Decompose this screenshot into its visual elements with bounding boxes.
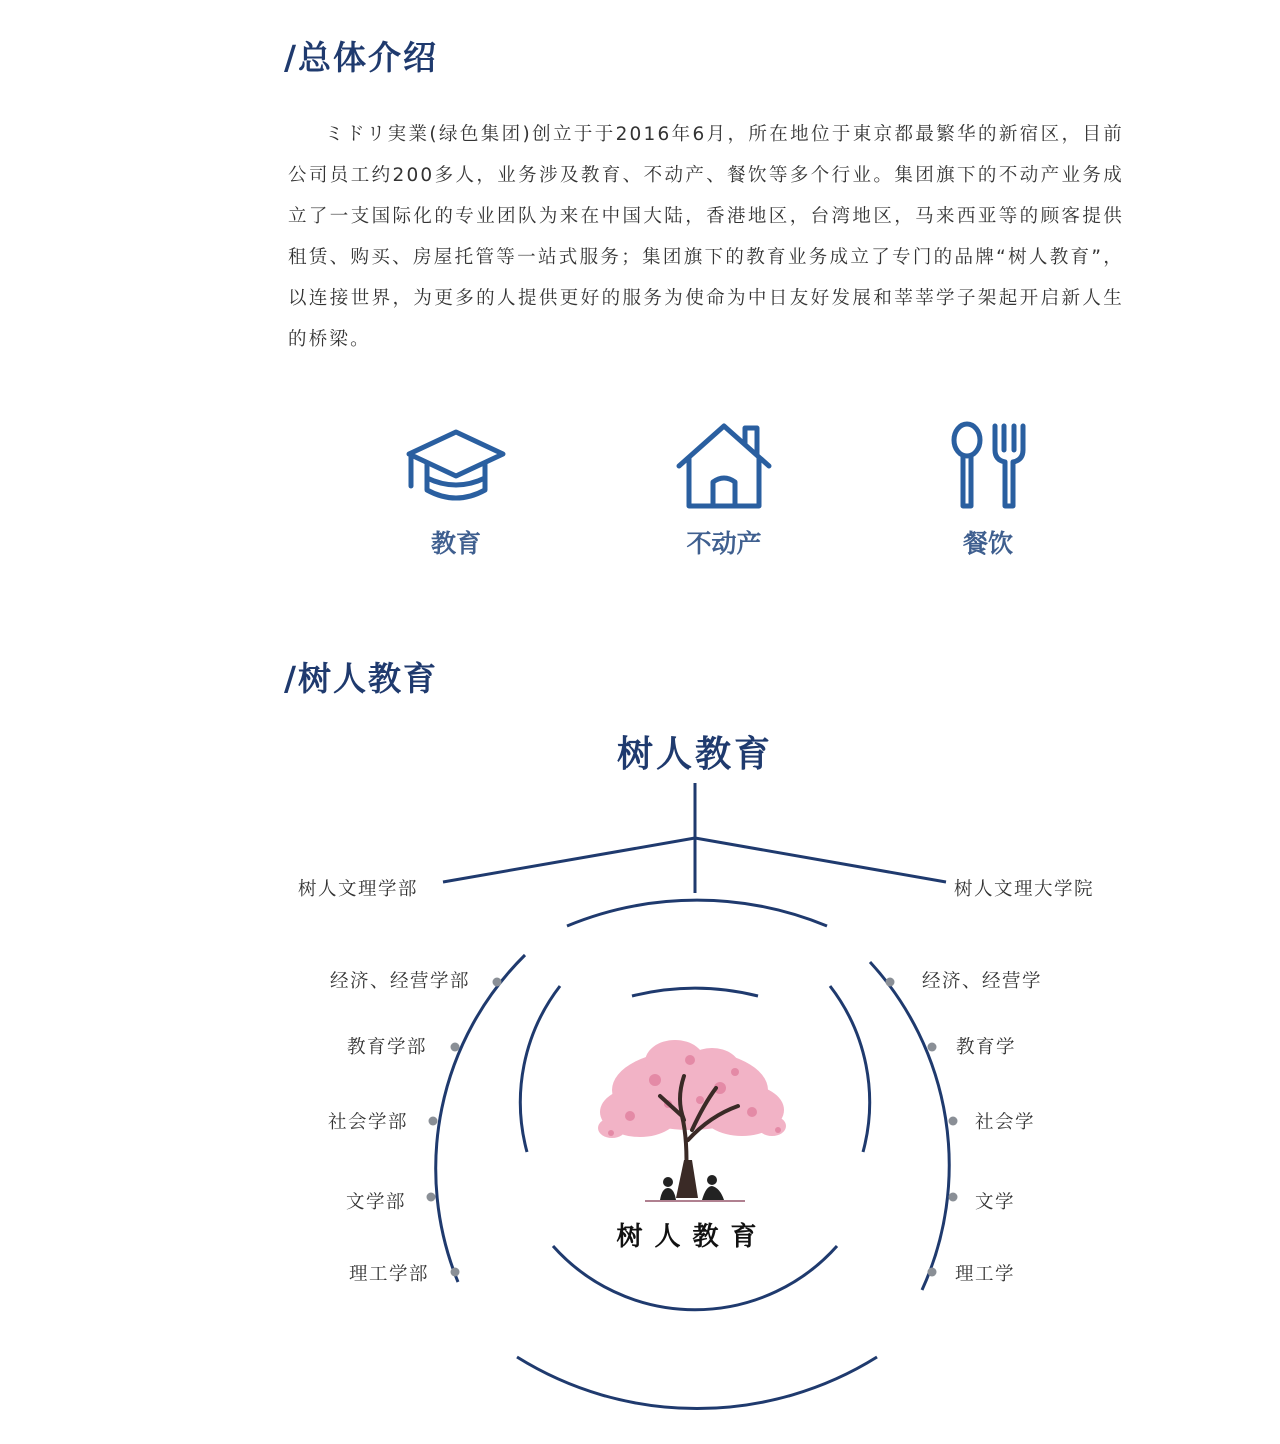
dept-dot — [451, 1043, 460, 1052]
intro-heading: /总体介绍 — [284, 38, 439, 77]
dept-dot — [886, 978, 895, 987]
school-heading: /树人教育 — [284, 659, 439, 698]
dept-dot — [493, 978, 502, 987]
right-dept-item: 理工学 — [955, 1264, 1016, 1285]
inner-ring-bottom — [553, 1246, 837, 1310]
dept-dot — [451, 1268, 460, 1277]
intro-paragraph: ミドリ実業(绿色集团)创立于于2016年6月，所在地位于東京都最繁华的新宿区，目前公司员工约200多人，业务涉及教育、不动产、餐饮等多个行业。集团旗下的不动产业务成立了一支国际化的专业团队为来在中国大陆，香港地区，台湾地区，马来西亚等的顾客提供租赁、购买、房屋托管等一站式服务；集团旗下的教育业务成立了专门的品牌“树人教育”，以连接世界，为更多的人提供更好的服务为使命为中日友好发展和莘莘学子架起开启新人生的桥梁。 — [288, 124, 1124, 350]
left-dept-item: 教育学部 — [346, 1037, 427, 1058]
right-dept-item: 经济、经营学 — [922, 971, 1043, 992]
dept-dot — [949, 1193, 958, 1202]
connector-right — [695, 838, 946, 882]
middle-ring-right — [870, 962, 949, 1290]
left-dept-item: 经济、经营学部 — [329, 971, 470, 992]
business-label: 教育 — [430, 529, 481, 558]
outer-ring-bottom — [517, 1357, 877, 1409]
business-label: 餐饮 — [962, 529, 1013, 558]
right-dept-item: 社会学 — [975, 1112, 1036, 1133]
inner-ring-left — [520, 986, 560, 1152]
middle-ring-left — [436, 955, 525, 1282]
left-dept-item: 理工学部 — [348, 1264, 429, 1285]
business-label: 不动产 — [686, 529, 762, 558]
dept-dot — [427, 1193, 436, 1202]
branch-left-label: 树人文理学部 — [298, 879, 419, 900]
left-dept-item: 文学部 — [345, 1192, 406, 1213]
right-dept-item: 教育学 — [956, 1037, 1017, 1058]
dept-dot — [928, 1268, 937, 1277]
tree-logo-icon — [598, 1040, 786, 1201]
dept-dot — [949, 1117, 958, 1126]
dept-dot — [928, 1043, 937, 1052]
connector-left — [443, 838, 695, 882]
inner-ring-top — [632, 988, 758, 996]
inner-ring-right — [830, 986, 870, 1152]
left-dept-item: 社会学部 — [327, 1112, 408, 1133]
dept-dot — [429, 1117, 438, 1126]
logo-text: 树人教育 — [616, 1222, 769, 1252]
org-chart-title: 树人教育 — [616, 734, 773, 775]
branch-right-label: 树人文理大学院 — [954, 879, 1095, 900]
right-dept-item: 文学 — [975, 1192, 1016, 1213]
outer-ring-top — [567, 900, 827, 926]
